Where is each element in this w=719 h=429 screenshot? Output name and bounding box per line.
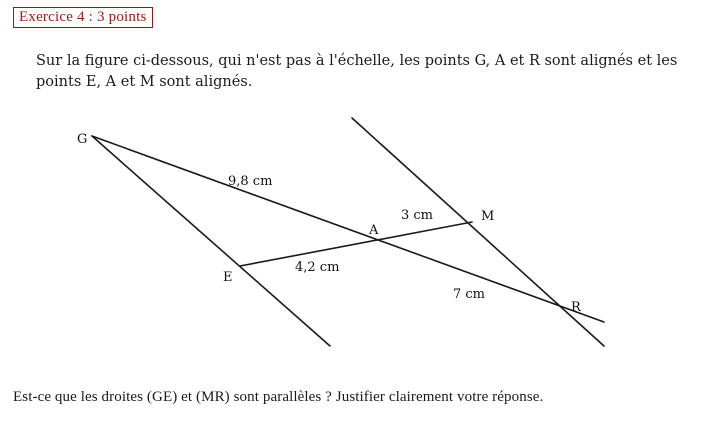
statement-line-2: points E, A et M sont alignés.: [36, 74, 253, 90]
line-GE: [92, 136, 330, 346]
length-label-AR: 7 cm: [453, 287, 486, 302]
length-label-GA: 9,8 cm: [228, 174, 273, 189]
length-label-AM: 3 cm: [401, 208, 434, 223]
point-label-G: G: [77, 132, 88, 147]
line-MR: [352, 118, 604, 346]
line-GR: [92, 136, 604, 322]
segment-EM: [240, 222, 472, 266]
exercise-title: Exercice 4 : 3 points: [13, 7, 153, 28]
statement-line-1: Sur la figure ci-dessous, qui n'est pas à l'échelle, les points G, A et R sont alignés et les: [36, 53, 678, 69]
length-label-EA: 4,2 cm: [295, 260, 340, 275]
point-label-R: R: [571, 300, 581, 315]
point-label-A: A: [369, 223, 379, 238]
question-text: Est-ce que les droites (GE) et (MR) sont parallèles ? Justifier clairement votre réponse.: [13, 389, 544, 405]
point-label-M: M: [481, 209, 495, 224]
point-label-E: E: [223, 270, 233, 285]
